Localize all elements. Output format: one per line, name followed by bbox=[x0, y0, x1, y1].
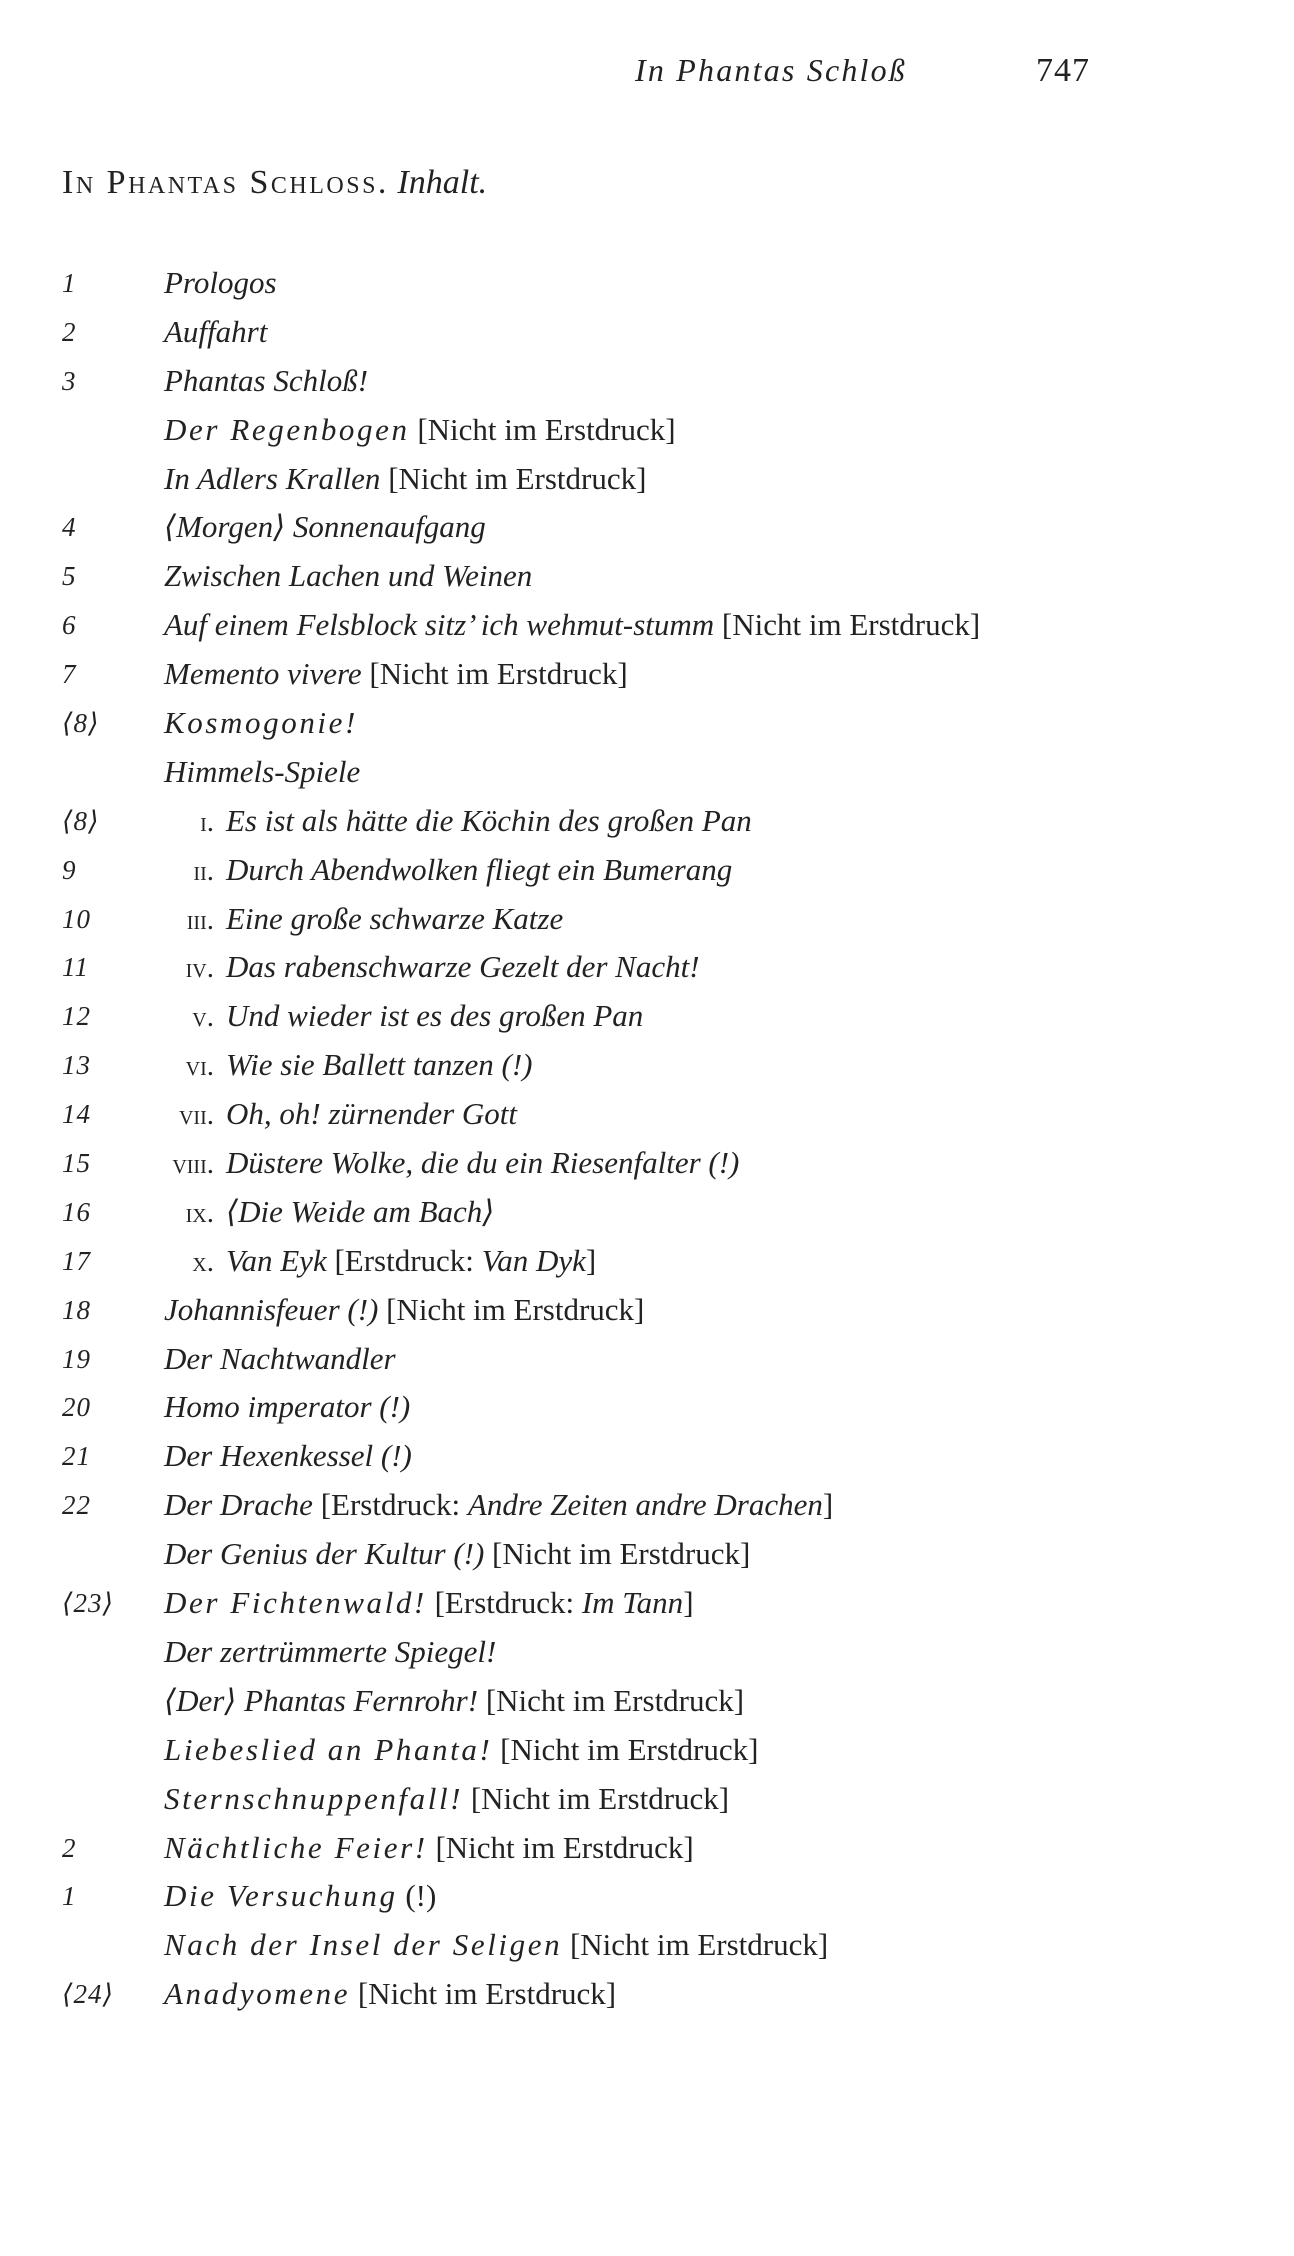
entry-title: Der Fichtenwald! bbox=[164, 1585, 427, 1621]
entry-title: Van Eyk bbox=[226, 1242, 327, 1278]
entry-number: 13 bbox=[62, 1050, 91, 1081]
entry-text bbox=[164, 1237, 596, 1287]
entry-title: ⟨Morgen⟩ Sonnenaufgang bbox=[164, 509, 486, 545]
entry-text bbox=[164, 1872, 436, 1921]
entry-text bbox=[164, 259, 277, 308]
edition-note bbox=[722, 607, 980, 642]
entry-title: Homo imperator (!) bbox=[164, 1389, 411, 1425]
entry-text bbox=[164, 1139, 739, 1189]
edition-note bbox=[435, 1830, 693, 1865]
entry-text bbox=[164, 601, 980, 650]
entry-number: 5 bbox=[62, 561, 77, 592]
edition-note bbox=[500, 1732, 758, 1767]
toc-entry bbox=[0, 1383, 1294, 1432]
entry-number: 9 bbox=[62, 854, 77, 885]
edition-note-text: [Nicht im Erstdruck] bbox=[721, 607, 981, 643]
entry-title: Johannisfeuer (!) bbox=[164, 1291, 379, 1327]
entry-number: 2 bbox=[62, 316, 77, 347]
roman-numeral: iii. bbox=[186, 903, 214, 936]
entry-title: Durch Abendwolken fliegt ein Bumerang bbox=[226, 851, 733, 887]
entry-number: 22 bbox=[62, 1490, 91, 1521]
entry-text bbox=[164, 1530, 750, 1579]
toc-entry bbox=[0, 846, 1294, 895]
toc-entry bbox=[0, 259, 1294, 308]
roman-numeral: i. bbox=[200, 805, 214, 838]
toc-entry bbox=[0, 406, 1294, 455]
toc-entry bbox=[0, 1286, 1294, 1335]
edition-note-text: [Nicht im Erstdruck] bbox=[357, 1976, 617, 2012]
entry-title: Zwischen Lachen und Weinen bbox=[164, 558, 533, 594]
entry-text bbox=[164, 1726, 758, 1775]
edition-note bbox=[386, 1292, 644, 1327]
entry-number: 6 bbox=[62, 610, 77, 641]
entry-title: Düstere Wolke, die du ein Riesenfalter (!) bbox=[226, 1145, 740, 1181]
toc-entry bbox=[0, 1872, 1294, 1921]
entry-title: Prologos bbox=[164, 265, 277, 300]
toc-entry bbox=[0, 1041, 1294, 1090]
entry-title: Der Nachtwandler bbox=[164, 1340, 396, 1376]
entry-text bbox=[164, 1432, 412, 1481]
entry-number: ⟨8⟩ bbox=[62, 805, 100, 836]
entry-title: Sternschnuppenfall! bbox=[164, 1780, 464, 1816]
entry-title: Der Drache bbox=[164, 1487, 313, 1523]
entry-text bbox=[164, 992, 643, 1042]
edition-note-text: (!) bbox=[405, 1878, 437, 1914]
edition-note-close: ] bbox=[585, 1242, 597, 1278]
roman-numeral: viii. bbox=[172, 1148, 214, 1181]
entry-text bbox=[164, 406, 676, 455]
entry-title: Memento vivere bbox=[164, 656, 362, 692]
entry-title: Der Hexenkessel (!) bbox=[164, 1438, 412, 1474]
entry-text bbox=[164, 797, 752, 847]
toc-entry bbox=[0, 552, 1294, 601]
entry-number: 2 bbox=[62, 1832, 77, 1863]
entry-title: Der Regenbogen bbox=[164, 411, 410, 447]
entry-number: 1 bbox=[62, 1881, 77, 1912]
toc-entry bbox=[0, 797, 1294, 846]
edition-note bbox=[471, 1781, 729, 1816]
entry-text bbox=[164, 1775, 729, 1824]
entry-title: Nach der Insel der Seligen bbox=[164, 1927, 563, 1963]
section-heading bbox=[62, 164, 487, 202]
edition-note-text: [Erstdruck: bbox=[434, 1585, 582, 1621]
entry-title: Eine große schwarze Katze bbox=[226, 900, 564, 936]
entry-text bbox=[164, 1481, 833, 1530]
entry-title: Liebeslied an Phanta! bbox=[164, 1731, 493, 1767]
roman-numeral: iv. bbox=[185, 952, 214, 985]
entry-title: Der Genius der Kultur (!) bbox=[164, 1536, 485, 1572]
entry-number: 4 bbox=[62, 512, 77, 543]
toc-entry bbox=[0, 1579, 1294, 1628]
entry-number: 10 bbox=[62, 903, 91, 934]
toc-entry bbox=[0, 1775, 1294, 1824]
edition-note-text: [Nicht im Erstdruck] bbox=[485, 1682, 745, 1718]
entry-text bbox=[164, 1188, 494, 1238]
roman-numeral: ix. bbox=[185, 1196, 214, 1229]
toc-entry bbox=[0, 357, 1294, 406]
edition-note-close: ] bbox=[822, 1487, 834, 1523]
toc-entry bbox=[0, 503, 1294, 552]
roman-numeral: vi. bbox=[185, 1050, 214, 1083]
edition-note bbox=[435, 1585, 694, 1620]
entry-number: 3 bbox=[62, 365, 77, 396]
toc-entry bbox=[0, 1335, 1294, 1384]
edition-note bbox=[405, 1878, 436, 1913]
entry-text bbox=[164, 1041, 532, 1091]
toc-entry bbox=[0, 455, 1294, 504]
entry-text bbox=[164, 308, 267, 357]
edition-note bbox=[570, 1927, 828, 1962]
entry-text bbox=[164, 650, 628, 699]
edition-note bbox=[358, 1976, 616, 2011]
section-heading-title: In Phantas Schloss. bbox=[62, 164, 389, 201]
entry-text bbox=[164, 846, 732, 896]
entry-title: Auffahrt bbox=[164, 313, 268, 349]
entry-title: Das rabenschwarze Gezelt der Nacht! bbox=[226, 949, 700, 985]
edition-note-close: ] bbox=[683, 1585, 694, 1621]
toc-entry bbox=[0, 1970, 1294, 2019]
edition-note-title: Van Dyk bbox=[481, 1242, 586, 1278]
toc-entry bbox=[0, 650, 1294, 699]
entry-number: 19 bbox=[62, 1343, 91, 1374]
edition-note bbox=[486, 1683, 744, 1718]
edition-note-text: [Erstdruck: bbox=[320, 1487, 468, 1523]
edition-note-text: [Nicht im Erstdruck] bbox=[492, 1536, 751, 1572]
entry-number: 14 bbox=[62, 1099, 91, 1130]
edition-note bbox=[388, 461, 646, 496]
toc-entry bbox=[0, 992, 1294, 1041]
entry-title: Nächtliche Feier! bbox=[164, 1829, 428, 1865]
edition-note-text: [Erstdruck: bbox=[334, 1242, 482, 1278]
entry-number: 15 bbox=[62, 1148, 91, 1179]
edition-note-text: [Nicht im Erstdruck] bbox=[386, 1291, 645, 1327]
entry-text bbox=[164, 1824, 694, 1873]
entry-title: Auf einem Felsblock sitz’ ich wehmut-stumm bbox=[164, 607, 715, 643]
entry-title: Die Versuchung bbox=[164, 1878, 398, 1914]
entry-title: Wie sie Ballett tanzen (!) bbox=[226, 1047, 533, 1083]
entry-title: ⟨Die Weide am Bach⟩ bbox=[226, 1193, 495, 1229]
toc-entry bbox=[0, 1237, 1294, 1286]
roman-numeral: v. bbox=[192, 1001, 214, 1034]
entry-number: 16 bbox=[62, 1196, 91, 1227]
running-head: In Phantas Schloß bbox=[635, 52, 908, 88]
toc-entry bbox=[0, 601, 1294, 650]
entry-text bbox=[164, 943, 700, 993]
entry-title: ⟨Der⟩ Phantas Fernrohr! bbox=[164, 1682, 479, 1718]
edition-note-title: Im Tann bbox=[581, 1585, 684, 1621]
entry-text bbox=[164, 357, 368, 406]
entry-number: ⟨24⟩ bbox=[62, 1979, 115, 2010]
toc-entry bbox=[0, 1139, 1294, 1188]
entry-number: 21 bbox=[62, 1441, 91, 1472]
edition-note-text: [Nicht im Erstdruck] bbox=[388, 460, 647, 496]
edition-note-text: [Nicht im Erstdruck] bbox=[470, 1780, 730, 1816]
toc-entry bbox=[0, 1481, 1294, 1530]
entry-title: Anadyomene bbox=[164, 1976, 351, 2012]
section-heading-subtitle: Inhalt. bbox=[397, 164, 488, 201]
entry-title: Phantas Schloß! bbox=[164, 362, 369, 398]
entry-number: 7 bbox=[62, 659, 77, 690]
entry-number: 1 bbox=[62, 268, 77, 298]
toc-entry bbox=[0, 943, 1294, 992]
toc-entry bbox=[0, 1530, 1294, 1579]
edition-note-text: [Nicht im Erstdruck] bbox=[500, 1731, 759, 1767]
entry-text bbox=[164, 1921, 828, 1970]
roman-numeral: x. bbox=[192, 1245, 214, 1278]
edition-note bbox=[417, 412, 675, 447]
edition-note bbox=[334, 1243, 596, 1278]
entry-text bbox=[164, 1335, 396, 1384]
entry-text bbox=[164, 503, 486, 552]
entry-text bbox=[164, 1383, 410, 1432]
entry-text bbox=[164, 1090, 517, 1140]
edition-note-title: Andre Zeiten andre Drachen bbox=[467, 1487, 823, 1523]
toc-entry bbox=[0, 1921, 1294, 1970]
edition-note bbox=[321, 1487, 834, 1522]
toc-entry bbox=[0, 1677, 1294, 1726]
entry-text bbox=[164, 699, 358, 748]
roman-numeral: vii. bbox=[178, 1099, 214, 1132]
entry-text bbox=[164, 455, 646, 504]
entry-title: Und wieder ist es des großen Pan bbox=[226, 998, 644, 1034]
entry-text bbox=[164, 895, 563, 945]
toc-entry bbox=[0, 699, 1294, 748]
entry-title: Oh, oh! zürnender Gott bbox=[226, 1096, 518, 1132]
entry-text bbox=[164, 552, 532, 601]
toc-entry bbox=[0, 748, 1294, 797]
edition-note bbox=[492, 1536, 750, 1571]
toc-entry bbox=[0, 308, 1294, 357]
entry-title: In Adlers Krallen bbox=[164, 460, 381, 496]
toc-entry bbox=[0, 1824, 1294, 1873]
entry-number: 17 bbox=[62, 1245, 91, 1276]
table-of-contents bbox=[0, 259, 1294, 2019]
page-number: 747 bbox=[1036, 52, 1090, 89]
entry-number: 12 bbox=[62, 1001, 91, 1032]
entry-number: 20 bbox=[62, 1392, 91, 1423]
entry-text bbox=[164, 748, 360, 797]
entry-number: ⟨8⟩ bbox=[62, 708, 100, 739]
entry-title: Kosmogonie! bbox=[164, 705, 358, 741]
entry-text bbox=[164, 1970, 616, 2019]
toc-entry bbox=[0, 1432, 1294, 1481]
toc-entry bbox=[0, 1628, 1294, 1677]
toc-entry bbox=[0, 1188, 1294, 1237]
entry-title: Der zertrümmerte Spiegel! bbox=[164, 1633, 497, 1669]
entry-title: Es ist als hätte die Köchin des großen Pan bbox=[226, 802, 752, 838]
toc-entry bbox=[0, 1090, 1294, 1139]
entry-number: 11 bbox=[62, 952, 89, 983]
toc-entry bbox=[0, 895, 1294, 944]
entry-number: ⟨23⟩ bbox=[62, 1588, 115, 1619]
roman-numeral: ii. bbox=[193, 854, 214, 887]
entry-title: Himmels-Spiele bbox=[164, 753, 361, 789]
entry-number: 18 bbox=[62, 1294, 91, 1325]
edition-note-text: [Nicht im Erstdruck] bbox=[435, 1829, 694, 1865]
entry-text bbox=[164, 1286, 644, 1335]
edition-note bbox=[369, 656, 627, 691]
entry-text bbox=[164, 1628, 496, 1677]
entry-text bbox=[164, 1677, 744, 1726]
entry-text bbox=[164, 1579, 694, 1628]
edition-note-text: [Nicht im Erstdruck] bbox=[369, 656, 628, 692]
toc-entry bbox=[0, 1726, 1294, 1775]
edition-note-text: [Nicht im Erstdruck] bbox=[569, 1927, 829, 1963]
edition-note-text: [Nicht im Erstdruck] bbox=[417, 411, 676, 447]
